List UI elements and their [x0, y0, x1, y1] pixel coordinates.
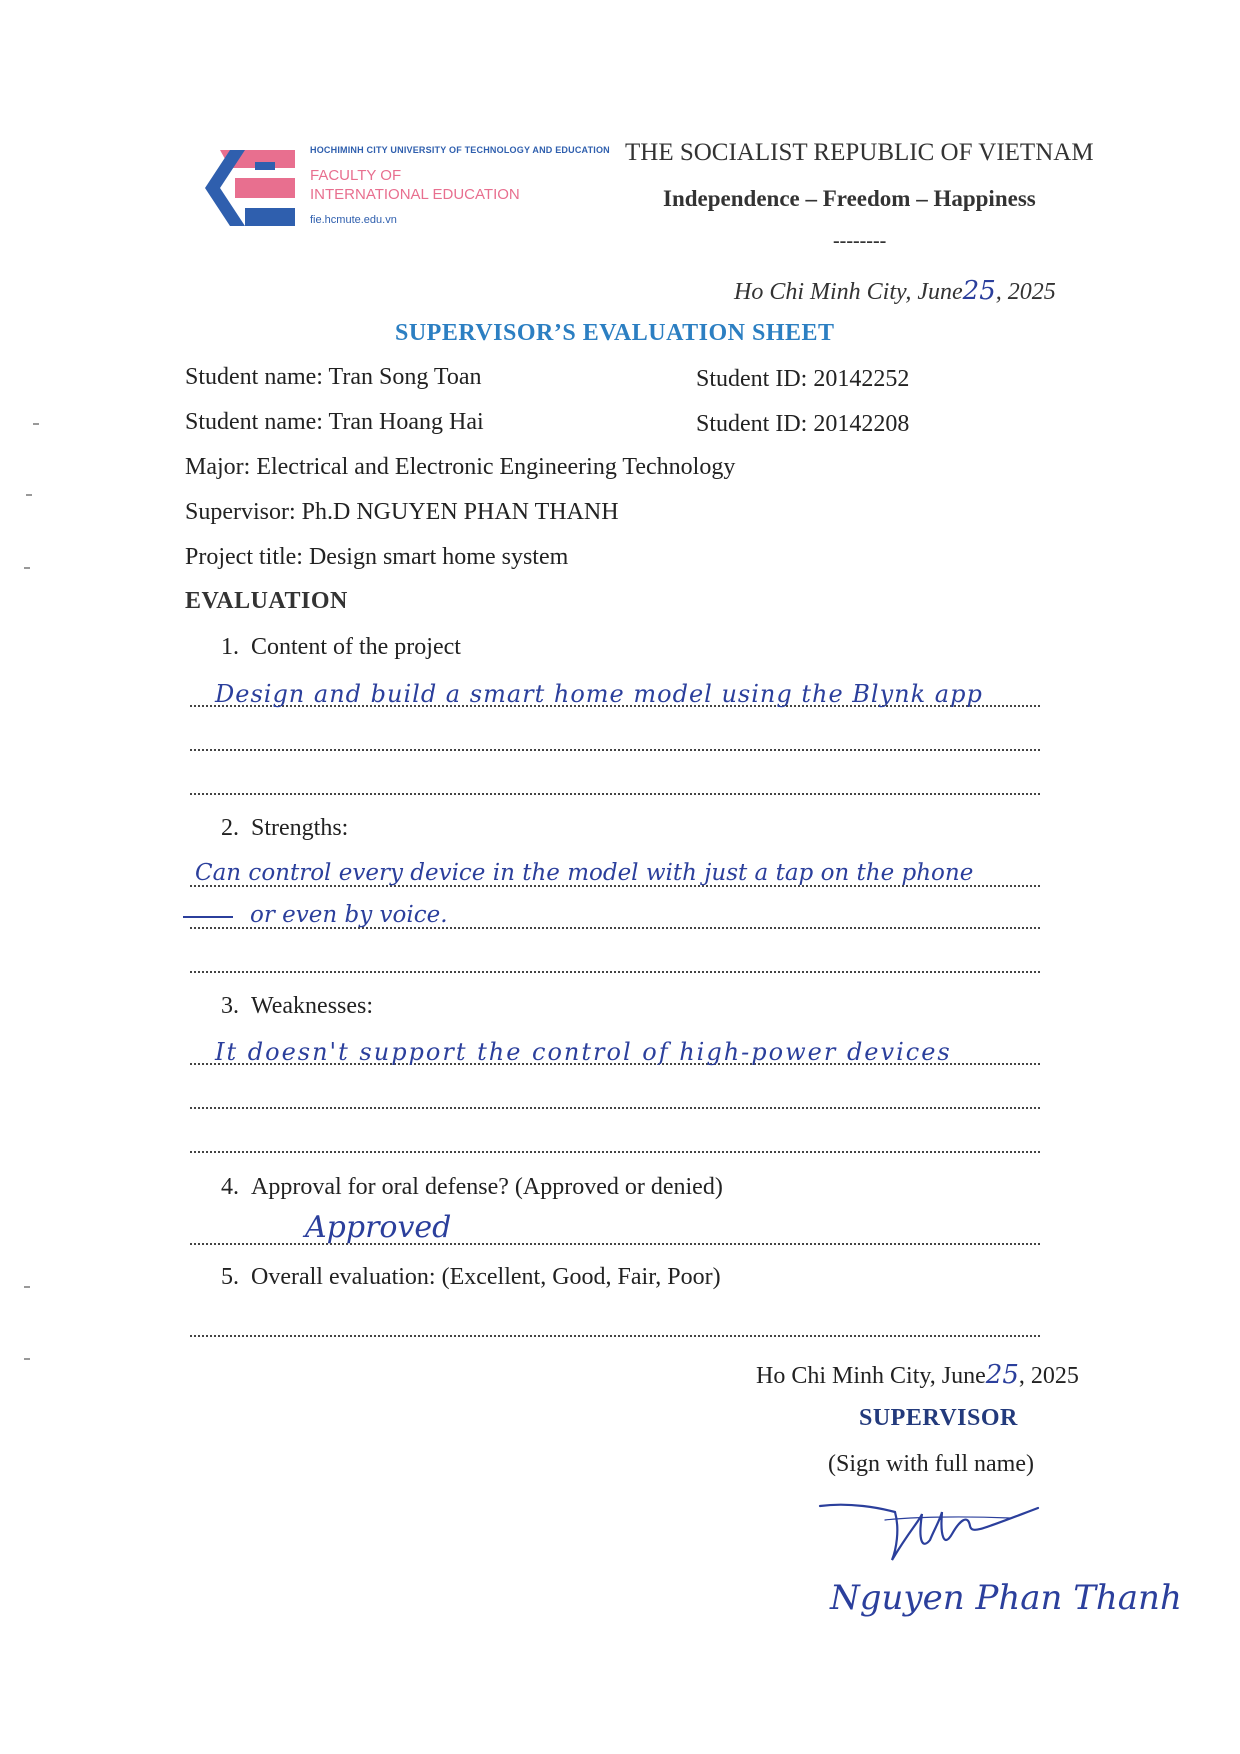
supervisor-role: SUPERVISOR [859, 1405, 1018, 1431]
section-2-text: Strengths: [251, 815, 349, 841]
strikethrough-mark [183, 916, 233, 918]
date-top-prefix: Ho Chi Minh City, June [734, 279, 963, 305]
date-top-suffix: , 2025 [995, 279, 1056, 305]
student-1-id: Student ID: 20142252 [696, 366, 910, 392]
university-name: HOCHIMINH CITY UNIVERSITY OF TECHNOLOGY AND EDUCATION [310, 145, 610, 156]
section-1-line-2[interactable] [190, 749, 1040, 751]
section-4-text: Approval for oral defense? (Approved or denied) [251, 1174, 723, 1200]
section-4-number: 4. [221, 1174, 239, 1200]
faculty-logo-icon [200, 140, 310, 235]
major: Major: Electrical and Electronic Engineering Technology [185, 454, 736, 480]
scan-mark [24, 1286, 30, 1288]
scan-mark [26, 494, 32, 496]
section-2-label [221, 815, 348, 842]
section-5-text: Overall evaluation: (Excellent, Good, Fair, Poor) [251, 1264, 721, 1290]
section-1-line-3[interactable] [190, 793, 1040, 795]
header-separator: -------- [833, 230, 887, 252]
country-name: THE SOCIALIST REPUBLIC OF VIETNAM [625, 139, 1094, 166]
section-1-answer-1: Design and build a smart home model using the Blynk app [215, 680, 983, 708]
section-5-line-1[interactable] [190, 1335, 1040, 1337]
section-2-line-3[interactable] [190, 971, 1040, 973]
section-1-text: Content of the project [251, 634, 461, 660]
scan-mark [33, 423, 39, 425]
section-5-label [221, 1264, 721, 1291]
section-2-answer-2: or even by voice. [250, 902, 448, 928]
scan-mark [24, 567, 30, 569]
footer-date-suffix: , 2025 [1018, 1363, 1079, 1389]
section-5-number: 5. [221, 1264, 239, 1290]
signature-icon [810, 1490, 1050, 1580]
section-1-label [221, 634, 461, 661]
section-4-answer-1: Approved [305, 1210, 452, 1245]
project-title: Project title: Design smart home system [185, 544, 569, 570]
date-top [734, 276, 1056, 306]
section-3-line-3[interactable] [190, 1151, 1040, 1153]
student-1-name: Student name: Tran Song Toan [185, 364, 482, 390]
section-2-number: 2. [221, 815, 239, 841]
faculty-name-line1: FACULTY OF [310, 167, 402, 184]
student-2-id: Student ID: 20142208 [696, 411, 910, 437]
section-3-line-2[interactable] [190, 1107, 1040, 1109]
section-1-number: 1. [221, 634, 239, 660]
supervisor-line: Supervisor: Ph.D NGUYEN PHAN THANH [185, 499, 619, 525]
page-title: SUPERVISOR’S EVALUATION SHEET [395, 320, 835, 346]
section-3-label [221, 993, 373, 1020]
national-motto: Independence – Freedom – Happiness [663, 186, 1036, 211]
faculty-website: fie.hcmute.edu.vn [310, 214, 397, 226]
date-top-day: 25 [962, 276, 996, 306]
faculty-name-line2: INTERNATIONAL EDUCATION [310, 186, 520, 203]
section-4-label [221, 1174, 723, 1201]
sign-note: (Sign with full name) [828, 1451, 1034, 1477]
section-3-number: 3. [221, 993, 239, 1019]
evaluation-heading: EVALUATION [185, 588, 348, 614]
student-2-name: Student name: Tran Hoang Hai [185, 409, 484, 435]
signature [810, 1490, 1050, 1580]
footer-date-day: 25 [985, 1360, 1019, 1390]
section-2-answer-1: Can control every device in the model with just a tap on the phone [195, 860, 974, 886]
scan-mark [24, 1358, 30, 1360]
section-3-text: Weaknesses: [251, 993, 374, 1019]
signed-name: Nguyen Phan Thanh [830, 1578, 1182, 1618]
faculty-logo [200, 140, 310, 235]
section-3-answer-1: It doesn't support the control of high-power devices [215, 1038, 952, 1066]
footer-date [756, 1360, 1079, 1390]
footer-date-prefix: Ho Chi Minh City, June [756, 1363, 986, 1389]
